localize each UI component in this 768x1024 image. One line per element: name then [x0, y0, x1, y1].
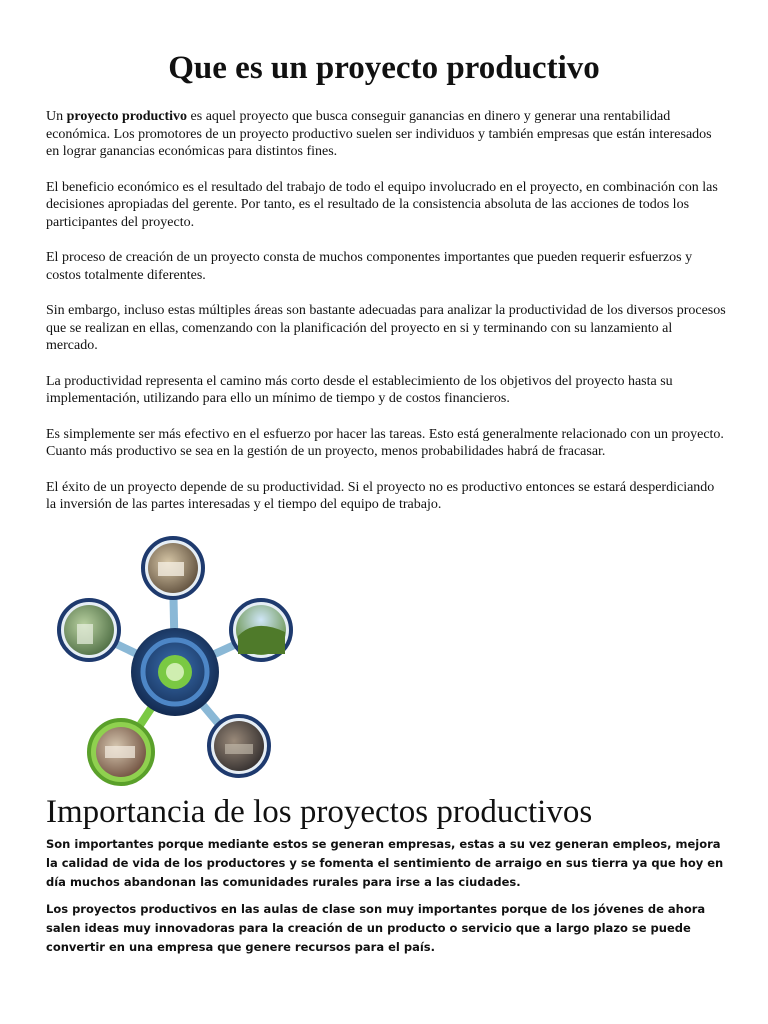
main-text: [46, 108, 726, 532]
section-heading: Importancia de los proyectos productivos: [46, 794, 593, 830]
hub-diagram-svg: [55, 532, 295, 794]
paragraph: Sin embargo, incluso estas múltiples áreas son bastante adecuadas para analizar la productividad de los diversos procesos que se realizan en ellas, comenzando con la planificación del proyecto en si y terminando con su lanzamiento al mercado.: [46, 303, 726, 353]
section-text: [46, 835, 736, 965]
paragraph: Los proyectos productivos en las aulas de clase son muy importantes porque de los jóvenes de ahora salen ideas muy innovadoras para la creación de un producto o servicio que a largo plazo se puede convertir en una empresa que genere recursos para el país.: [46, 902, 706, 954]
paragraph: El éxito de un proyecto depende de su productividad. Si el proyecto no es productivo entonces se estará desperdiciando la inversión de las partes interesadas y el tiempo del equipo de trabajo.: [46, 479, 715, 512]
hub-core-highlight: [166, 663, 184, 681]
photo-node-right: [231, 600, 291, 660]
photo-node-bottom-right: [209, 716, 269, 776]
paragraph: El beneficio económico es el resultado del trabajo de todo el equipo involucrado en el proyecto, en combinación con las decisiones apropiadas del gerente. Por tanto, es el resultado de la consistencia absoluta de las acciones de todos los participantes del proyecto.: [46, 179, 718, 230]
page-title: Que es un proyecto productivo: [168, 50, 600, 86]
project-hub-illustration: [55, 532, 295, 794]
photo-node-bottom-left: [89, 720, 153, 784]
paragraph-intro: [46, 108, 726, 161]
intro-pre: Un: [46, 109, 67, 124]
paragraph: Son importantes porque mediante estos se generan empresas, estas a su vez generan empleos, mejora la calidad de vida de los productores y se fomenta el sentimiento de arraigo en sus tierra ya que hoy en día muchos abandonan las comunidades rurales para irse a las ciudades.: [46, 837, 724, 889]
intro-bold-term: proyecto productivo: [66, 109, 188, 124]
photo-node-left: [59, 600, 119, 660]
paragraph: La productividad representa el camino más corto desde el establecimiento de los objetivos del proyecto hasta su implementación, utilizando para ello un mínimo de tiempo y de costos financieros.: [46, 373, 673, 406]
intro-rest: es aquel proyecto que busca conseguir ganancias en dinero y generar una rentabilidad económica. Los promotores de un proyecto productivo suelen ser individuos y también empresas que están interesados en lograr ganancias económicas para distintos fines.: [46, 109, 712, 159]
photo-node-top: [143, 538, 203, 598]
paragraph: El proceso de creación de un proyecto consta de muchos componentes importantes que pueden requerir esfuerzos y costos totalmente diferentes.: [46, 250, 693, 283]
paragraph: Es simplemente ser más efectivo en el esfuerzo por hacer las tareas. Esto está generalmente relacionado con un proyecto. Cuanto más productivo se sea en la gestión de un proyecto, menos probabilidades habrá de fracasar.: [46, 426, 724, 459]
